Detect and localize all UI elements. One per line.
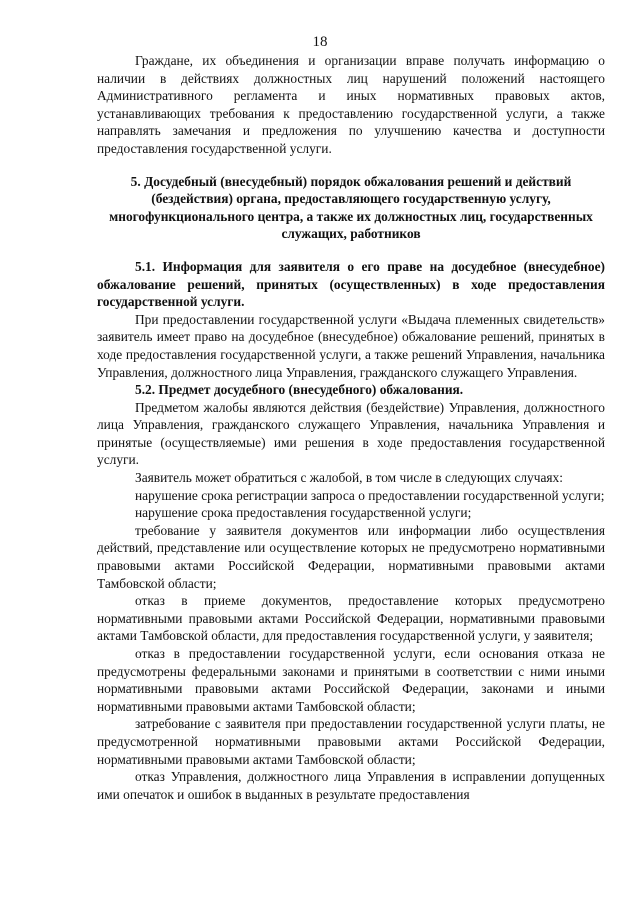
paragraph-complaint-subject: Предметом жалобы являются действия (бездействие) Управления, должностного лица Управления, гражданского служащего Управления, начальника Управления и принятые (осуществляемые) ими решения в ходе предоставления государственной услуги. — [97, 399, 605, 468]
subsection-5-1-heading: 5.1. Информация для заявителя о его праве на досудебное (внесудебное) обжалование решений, принятых (осуществленных) в ходе предоставления государственной услуги. — [97, 258, 605, 310]
subsection-5-1-text: При предоставлении государственной услуги «Выдача племенных свидетельств» заявитель имеет право на досудебное (внесудебное) обжалование решений, принятых в ходе предоставления государственной услуги, а также решений Управления, начальника Управления, должностного лица Управления, гражданского служащего Управления. — [97, 311, 605, 380]
paragraph-citizens-rights: Граждане, их объединения и организации вправе получать информацию о наличии в действиях должностных лиц нарушений положений настоящего Административного регламента и иных нормативных правовых актов, устанавливающих требования к предоставлению государственной услуги, а также направлять замечания и предложения по улучшению качества и доступности предоставления государственной услуги. — [97, 53, 605, 156]
list-item-case: отказ в предоставлении государственной услуги, если основания отказа не предусмотрены федеральными законами и принятыми в соответствии с ними иными нормативными правовыми актами Российской Федерации, законами и иными нормативными правовыми актами Тамбовской области; — [97, 646, 605, 714]
paragraph-complaint-cases: Заявитель может обратиться с жалобой, в том числе в следующих случаях: — [135, 470, 563, 486]
section-5-title: 5. Досудебный (внесудебный) порядок обжалования решений и действий (бездействия) органа, предоставляющего государственную услугу, многофункционального центра, а также их должностных лиц, государственных служащих, работников — [109, 173, 593, 242]
list-item-case: отказ Управления, должностного лица Управления в исправлении допущенных ими опечаток и ошибок в выданных в результате предоставления — [97, 769, 605, 802]
list-item-case: требование у заявителя документов или информации либо осуществления действий, представление или осуществление которых не предусмотрено нормативными правовыми актами Российской Федерации, нормативными правовыми актами Тамбовской области; — [97, 522, 605, 591]
list-item-case: нарушение срока предоставления государственной услуги; — [135, 505, 472, 521]
subsection-5-2-heading: 5.2. Предмет досудебного (внесудебного) обжалования. — [135, 382, 464, 398]
list-item-case: отказ в приеме документов, предоставление которых предусмотрено нормативными правовыми актами Российской Федерации, нормативными правовыми актами Тамбовской области, для предоставления государственной услуги, у заявителя; — [97, 593, 605, 644]
list-item-case: нарушение срока регистрации запроса о предоставлении государственной услуги; — [135, 487, 605, 503]
document-body — [97, 52, 605, 803]
list-item-case: затребование с заявителя при предоставлении государственной услуги платы, не предусмотренной нормативными правовыми актами Российской Федерации, нормативными правовыми актами Тамбовской области; — [97, 716, 605, 767]
page-number: 18 — [312, 34, 328, 50]
